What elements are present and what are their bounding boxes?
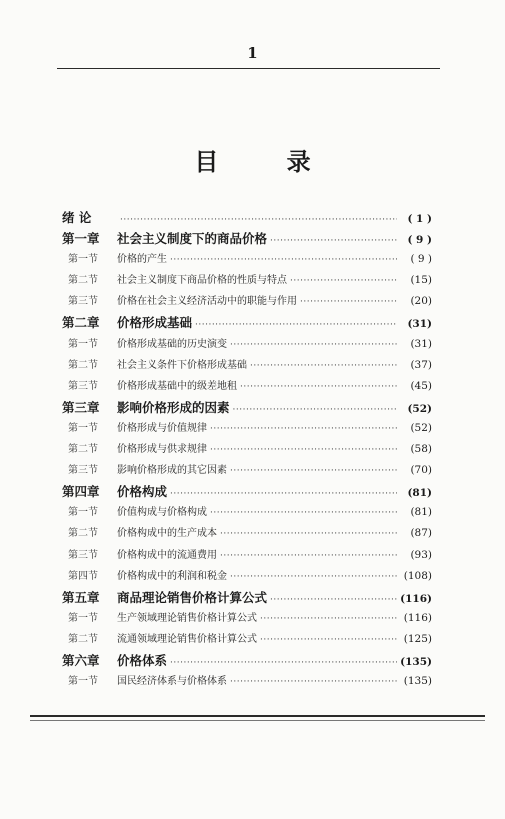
section-title: 价格在社会主义经济活动中的职能与作用: [117, 296, 297, 308]
toc-section-row: [62, 334, 432, 355]
chapter-title: 价格体系: [117, 652, 168, 668]
page-reference: (45): [410, 379, 432, 392]
page-reference: (20): [410, 295, 432, 308]
page-reference: (108): [403, 569, 432, 582]
section-title: 社会主义条件下价格形成基础: [117, 359, 247, 371]
toc-chapter-row: [62, 481, 432, 502]
dot-leader: [220, 546, 397, 567]
section-title: 价格形成基础中的级差地租: [117, 380, 237, 392]
page-reference: (52): [410, 421, 432, 434]
section-number: 第三节: [68, 465, 98, 477]
dot-leader: [230, 335, 397, 356]
page-reference: (37): [410, 358, 432, 371]
section-title: 价格的产生: [117, 254, 167, 266]
toc-chapter-row: [62, 312, 432, 333]
dot-leader: [270, 231, 397, 252]
section-title: 价格构成中的流通费用: [117, 549, 217, 561]
dot-leader: [260, 609, 397, 630]
chapter-title: 商品理论销售价格计算公式: [117, 589, 268, 605]
toc-section-row: [62, 671, 432, 692]
toc-chapter-row: [62, 207, 432, 228]
chapter-title: 影响价格形成的因素: [117, 399, 230, 415]
section-number: 第三节: [68, 549, 98, 561]
page-reference: ( 9 ): [407, 234, 432, 247]
toc-section-row: [62, 566, 432, 587]
page-reference: ( 1 ): [407, 213, 432, 225]
section-title: 流通领域理论销售价格计算公式: [117, 633, 257, 645]
section-number: 第二节: [68, 275, 98, 287]
section-number: 第二节: [68, 359, 98, 371]
section-title: 价格构成中的生产成本: [117, 528, 217, 540]
dot-leader: [170, 250, 397, 271]
dot-leader: [240, 377, 397, 398]
page-title: 目 录: [194, 147, 341, 176]
chapter-title: 价格构成: [117, 484, 168, 500]
section-title: 影响价格形成的其它因素: [117, 465, 227, 477]
dot-leader: [230, 672, 397, 693]
section-number: 第一节: [68, 338, 98, 350]
dot-leader: [290, 271, 397, 292]
section-title: 价格构成中的利润和税金: [117, 570, 227, 582]
page-reference: (31): [410, 337, 432, 350]
page-reference: (135): [400, 655, 432, 668]
page-reference: (116): [400, 592, 432, 605]
toc-section-row: [62, 460, 432, 481]
dot-leader: [230, 461, 397, 482]
section-title: 价格形成基础的历史演变: [117, 338, 227, 350]
chapter-number: 第四章: [62, 484, 100, 500]
page-reference: (15): [410, 274, 432, 287]
dot-leader: [260, 630, 397, 651]
section-number: 第三节: [68, 296, 98, 308]
section-title: 价格形成与供求规律: [117, 444, 207, 456]
dot-leader: [270, 590, 397, 611]
section-number: 第二节: [68, 633, 98, 645]
page-reference: (87): [410, 527, 432, 540]
chapter-title: 价格形成基础: [117, 315, 193, 331]
page-reference: (81): [410, 506, 432, 519]
toc-section-row: [62, 523, 432, 544]
toc-section-row: [62, 376, 432, 397]
header-rule: [57, 68, 440, 69]
toc-section-row: [62, 355, 432, 376]
section-title: 价值构成与价格构成: [117, 507, 207, 519]
dot-leader: [233, 400, 397, 421]
chapter-number: 绪 论: [62, 210, 92, 225]
section-title: 价格形成与价值规律: [117, 422, 207, 434]
dot-leader: [210, 503, 397, 524]
page-reference: (70): [410, 464, 432, 477]
footer-rule: [30, 715, 485, 717]
toc-section-row: [62, 439, 432, 460]
section-number: 第一节: [68, 612, 98, 624]
section-number: 第一节: [68, 254, 98, 266]
section-number: 第一节: [68, 676, 98, 688]
chapter-title: 社会主义制度下的商品价格: [117, 231, 268, 247]
toc-section-row: [62, 270, 432, 291]
section-number: 第一节: [68, 422, 98, 434]
page-reference: (135): [403, 675, 432, 688]
page-reference: (93): [410, 548, 432, 561]
section-title: 国民经济体系与价格体系: [117, 676, 227, 688]
page-reference: (31): [407, 318, 432, 331]
toc-section-row: [62, 502, 432, 523]
dot-leader: [210, 419, 397, 440]
section-number: 第二节: [68, 444, 98, 456]
dot-leader: [230, 567, 397, 588]
dot-leader: [300, 292, 397, 313]
chapter-number: 第六章: [62, 652, 100, 668]
section-title: 生产领域理论销售价格计算公式: [117, 612, 257, 624]
page-reference: ( 9 ): [410, 253, 432, 266]
page-reference: (58): [410, 443, 432, 456]
section-number: 第二节: [68, 528, 98, 540]
dot-leader: [220, 524, 397, 545]
table-of-contents: [62, 207, 432, 692]
toc-section-row: [62, 545, 432, 566]
toc-chapter-row: [62, 397, 432, 418]
section-number: 第四节: [68, 570, 98, 582]
page-reference: (52): [407, 402, 432, 415]
page-number: 1: [247, 44, 258, 62]
chapter-number: 第一章: [62, 231, 100, 247]
dot-leader: [250, 356, 397, 377]
section-number: 第一节: [68, 507, 98, 519]
toc-chapter-row: [62, 228, 432, 249]
section-title: 社会主义制度下商品价格的性质与特点: [117, 275, 287, 287]
chapter-number: 第五章: [62, 589, 100, 605]
toc-section-row: [62, 418, 432, 439]
toc-section-row: [62, 629, 432, 650]
section-number: 第三节: [68, 380, 98, 392]
page-reference: (81): [407, 487, 432, 500]
toc-section-row: [62, 291, 432, 312]
footer-rule-thin: [30, 720, 485, 721]
toc-section-row: [62, 608, 432, 629]
dot-leader: [210, 440, 397, 461]
chapter-number: 第二章: [62, 315, 100, 331]
page-reference: (116): [403, 611, 432, 624]
page-reference: (125): [403, 632, 432, 645]
toc-chapter-row: [62, 650, 432, 671]
chapter-number: 第三章: [62, 399, 100, 415]
toc-chapter-row: [62, 587, 432, 608]
toc-section-row: [62, 249, 432, 270]
